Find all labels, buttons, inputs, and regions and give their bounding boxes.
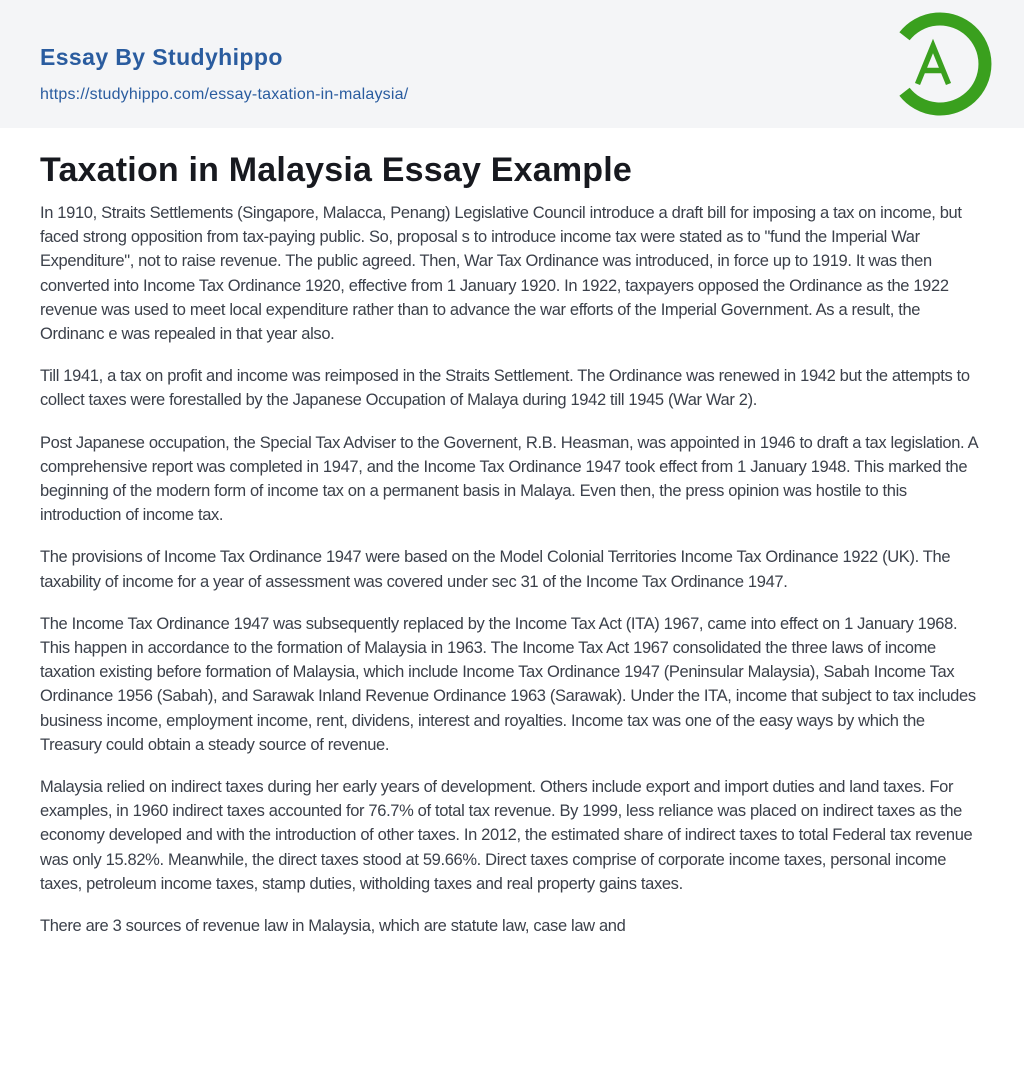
paragraph-6: Malaysia relied on indirect taxes during her early years of development. Others include export and import duties and land taxes. For examples, in 1960 indirect taxes accounted for 76.7% of total tax revenue. By 1999, less reliance was placed on indirect taxes as the economy developed and with the introduction of other taxes. In 2012, the estimated share of indirect taxes to total Federal tax revenue was only 15.82%. Meanwhile, the direct taxes stood at 59.66%. Direct taxes comprise of corporate income taxes, personal income taxes, petroleum income taxes, stamp duties, witholding taxes and real property gains taxes.: [40, 778, 973, 893]
paragraph-2: Till 1941, a tax on profit and income was reimposed in the Straits Settlement. The Ordinance was renewed in 1942 but the attempts to collect taxes were forestalled by the Japanese Occupation of Malaya during 1942 till 1945 (War War 2).: [40, 367, 970, 410]
page-header: [0, 0, 1024, 128]
logo-svg: [888, 12, 992, 116]
paragraph-4: The provisions of Income Tax Ordinance 1947 were based on the Model Colonial Territories Income Tax Ordinance 1922 (UK). The taxability of income for a year of assessment was covered under sec 31 of the Income Tax Ordinance 1947.: [40, 548, 951, 591]
brand-block: [40, 44, 408, 105]
paragraph-7: There are 3 sources of revenue law in Malaysia, which are statute law, case law and: [40, 917, 626, 936]
paragraph-5: The Income Tax Ordinance 1947 was subsequently replaced by the Income Tax Act (ITA) 1967, came into effect on 1 January 1968. This happen in accordance to the formation of Malaysia in 1963. The Income Tax Act 1967 consolidated the three laws of income taxation existing before formation of Malaysia, which include Income Tax Ordinance 1947 (Peninsular Malaysia), Sabah Income Tax Ordinance 1956 (Sabah), and Sarawak Inland Revenue Ordinance 1963 (Sarawak). Under the ITA, income that subject to tax includes business income, employment income, rent, dividens, interest and royalties. Income tax was one of the easy ways by which the Treasury could obtain a steady source of revenue.: [40, 614, 976, 754]
logo-arc: [905, 19, 985, 109]
article-body: [40, 201, 984, 938]
paragraph-1: In 1910, Straits Settlements (Singapore, Malacca, Penang) Legislative Council introduce a draft bill for imposing a tax on income, but faced strong opposition from tax-paying public. So, proposal s to introduce income tax were stated as to "fund the Imperial War Expenditure", not to raise revenue. The public agreed. Then, War Tax Ordinance was introduced, in force up to 1919. It was then converted into Income Tax Ordinance 1920, effective from 1 January 1920. In 1922, taxpayers opposed the Ordinance as the 1922 revenue was used to meet local expenditure rather than to advance the war efforts of the Imperial Government. As a result, the Ordinanc e was repealed in that year also.: [40, 204, 962, 344]
page-title: Taxation in Malaysia Essay Example: [40, 151, 633, 189]
paragraph-3: Post Japanese occupation, the Special Tax Adviser to the Governent, R.B. Heasman, was appointed in 1946 to draft a tax legislation. A comprehensive report was completed in 1947, and the Income Tax Ordinance 1947 took effect from 1 January 1948. This marked the beginning of the modern form of income tax on a permanent basis in Malaya. Even then, the press opinion was hostile to this introduction of income tax.: [40, 433, 978, 525]
article: [0, 128, 1024, 938]
studyhippo-logo-icon: [888, 12, 992, 116]
logo-letter-a: [918, 46, 949, 84]
source-url-link[interactable]: https://studyhippo.com/essay-taxation-in-malaysia/: [40, 85, 409, 103]
brand-title: Essay By Studyhippo: [40, 43, 283, 70]
